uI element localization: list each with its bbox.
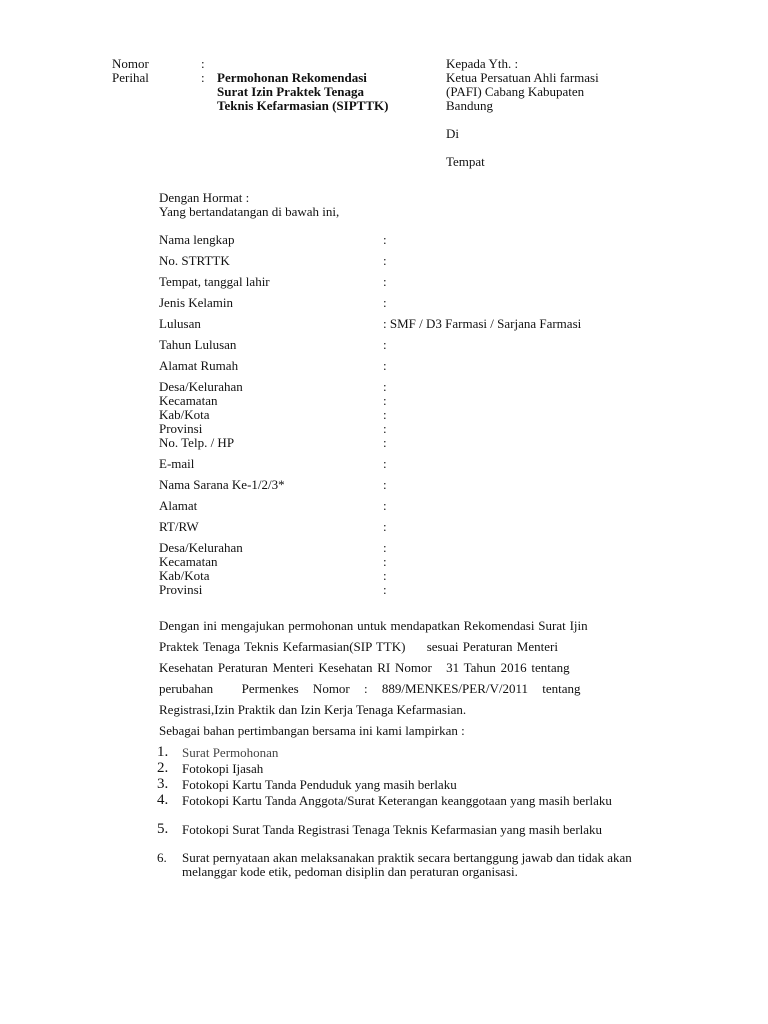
field-value: : <box>383 274 387 289</box>
body-line-5: Registrasi,Izin Praktik dan Izin Kerja Tenaga Kefarmasian. <box>159 702 467 717</box>
recipient-line-6: Tempat <box>446 154 485 169</box>
field-value: : <box>383 456 387 471</box>
recipient-line-4: Bandung <box>446 98 493 113</box>
field-label: Desa/Kelurahan <box>159 540 243 555</box>
greeting-line-1: Dengan Hormat : <box>159 190 250 205</box>
body-line-1: Dengan ini mengajukan permohonan untuk mendapatkan Rekomendasi Surat Ijin <box>159 618 588 633</box>
attachment-item: Fotokopi Surat Tanda Registrasi Tenaga Teknis Kefarmasian yang masih berlaku <box>182 822 603 837</box>
field-label: Tempat, tanggal lahir <box>159 274 270 289</box>
field-value: : <box>383 498 387 513</box>
field-value: : <box>383 358 387 373</box>
attachment-item: Surat Permohonan <box>182 745 279 760</box>
field-value: : <box>383 337 387 352</box>
field-value: : <box>383 568 387 583</box>
nomor-label: Nomor <box>112 56 149 71</box>
field-value: : <box>383 379 387 394</box>
field-value: : <box>383 407 387 422</box>
field-value: : <box>383 421 387 436</box>
field-value: : SMF / D3 Farmasi / Sarjana Farmasi <box>383 316 582 331</box>
field-label: Desa/Kelurahan <box>159 379 243 394</box>
attachment-number: 2. <box>157 760 169 776</box>
field-label: Nama Sarana Ke-1/2/3* <box>159 477 285 492</box>
attachment-number: 1. <box>157 744 169 760</box>
greeting-line-2: Yang bertandatangan di bawah ini, <box>159 204 340 219</box>
field-label: Lulusan <box>159 316 201 331</box>
field-value: : <box>383 477 387 492</box>
perihal-line-2: Surat Izin Praktek Tenaga <box>217 84 364 99</box>
nomor-colon: : <box>201 56 205 71</box>
attachment-number: 5. <box>157 821 169 837</box>
field-label: Nama lengkap <box>159 232 235 247</box>
field-value: : <box>383 435 387 450</box>
field-label: Provinsi <box>159 582 203 597</box>
body-line-2: Praktek Tenaga Teknis Kefarmasian(SIP TTK) sesuai Peraturan Menteri <box>159 639 558 654</box>
perihal-colon: : <box>201 70 205 85</box>
attachment-item: Fotokopi Kartu Tanda Penduduk yang masih berlaku <box>182 777 457 792</box>
field-label: No. STRTTK <box>159 253 230 268</box>
field-label: Tahun Lulusan <box>159 337 237 352</box>
body-paragraph-2: Sebagai bahan pertimbangan bersama ini kami lampirkan : <box>159 723 465 738</box>
field-label: Jenis Kelamin <box>159 295 234 310</box>
attachment-item: Fotokopi Ijasah <box>182 761 264 776</box>
attachment-number: 4. <box>157 792 169 808</box>
field-value: : <box>383 582 387 597</box>
field-label: RT/RW <box>159 519 199 534</box>
field-label: Provinsi <box>159 421 203 436</box>
perihal-label: Perihal <box>112 70 149 85</box>
attachment-number: 6. <box>157 850 167 865</box>
field-label: Kecamatan <box>159 393 218 408</box>
attachment-number: 3. <box>157 776 169 792</box>
attachment-item: Surat pernyataan akan melaksanakan praktik secara bertanggung jawab dan tidak akan melanggar kode etik, pedoman disiplin dan peraturan organisasi. <box>182 850 632 879</box>
field-value: : <box>383 253 387 268</box>
field-label: Alamat <box>159 498 198 513</box>
body-line-3: Kesehatan Peraturan Menteri Kesehatan RI Nomor 31 Tahun 2016 tentang <box>159 660 570 675</box>
field-label: Kab/Kota <box>159 407 210 422</box>
field-value: : <box>383 554 387 569</box>
recipient-line-2: Ketua Persatuan Ahli farmasi <box>446 70 599 85</box>
field-label: Kab/Kota <box>159 568 210 583</box>
field-value: : <box>383 232 387 247</box>
attachment-item: Fotokopi Kartu Tanda Anggota/Surat Keterangan keanggotaan yang masih berlaku <box>182 793 612 808</box>
field-label: E-mail <box>159 456 195 471</box>
recipient-line-5: Di <box>446 126 459 141</box>
recipient-line-3: (PAFI) Cabang Kabupaten <box>446 84 585 99</box>
field-value: : <box>383 295 387 310</box>
field-value: : <box>383 540 387 555</box>
perihal-line-1: Permohonan Rekomendasi <box>217 70 367 85</box>
body-line-4: perubahan Permenkes Nomor : 889/MENKES/PER/V/2011 tentang <box>159 681 581 696</box>
field-value: : <box>383 519 387 534</box>
field-label: Alamat Rumah <box>159 358 239 373</box>
perihal-line-3: Teknis Kefarmasian (SIPTTK) <box>217 98 389 113</box>
field-label: Kecamatan <box>159 554 218 569</box>
field-value: : <box>383 393 387 408</box>
field-label: No. Telp. / HP <box>159 435 235 450</box>
recipient-line-1: Kepada Yth. : <box>446 56 519 71</box>
